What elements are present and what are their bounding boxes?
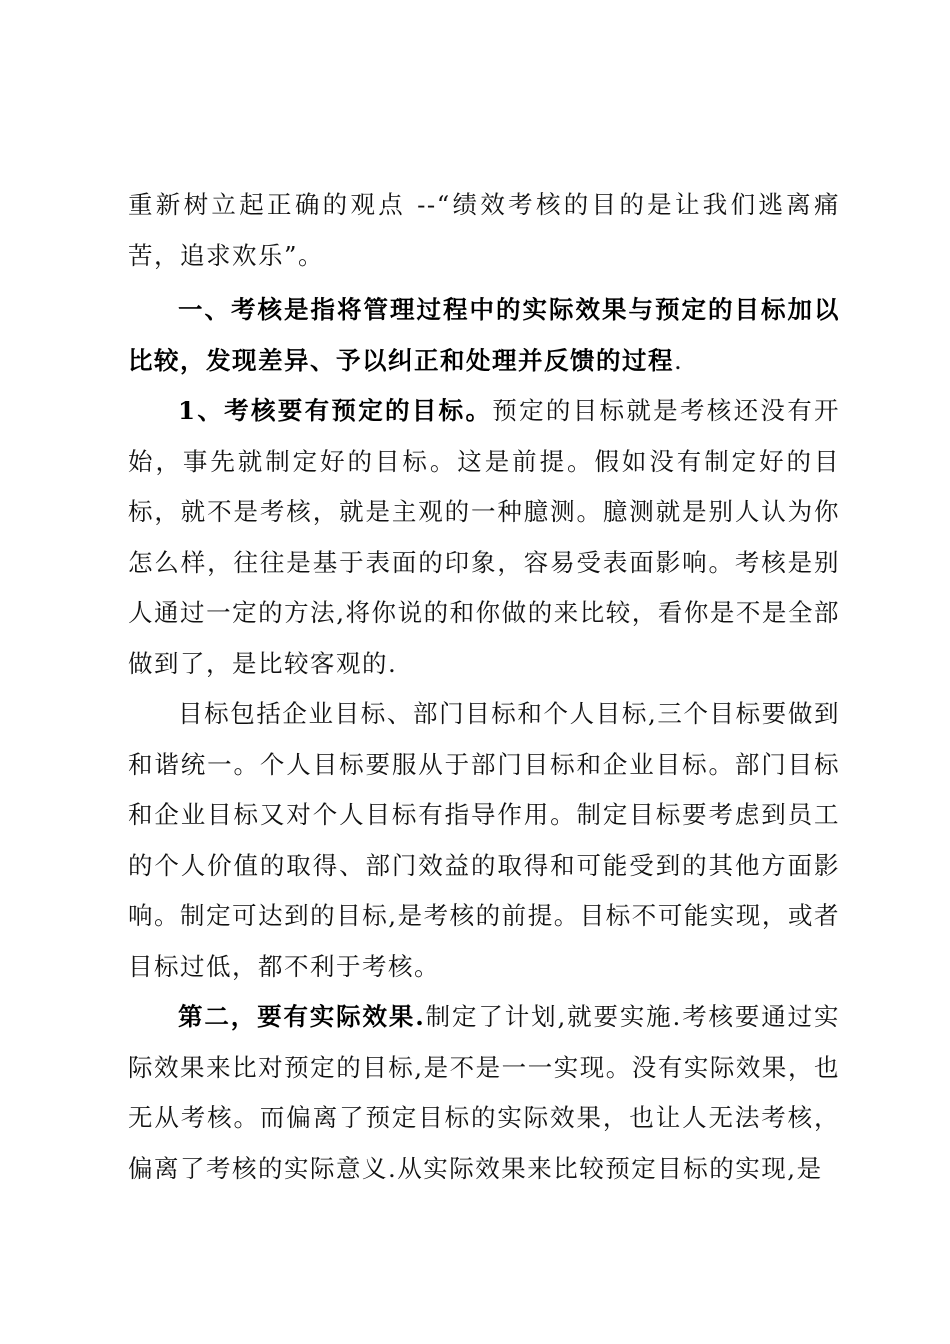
paragraph-text: 重新树立起正确的观点 --“绩效考核的目的是让我们逃离痛苦，追求欢乐”。 <box>128 190 840 270</box>
paragraph-text: . <box>674 345 684 375</box>
paragraph-actual-results <box>128 992 840 1194</box>
subheading-predefined-goals: 1、考核要有预定的目标。 <box>178 396 493 425</box>
document-body <box>128 180 840 1194</box>
subheading-actual-results: 第二，要有实际效果. <box>178 1002 426 1031</box>
paragraph-section-one-heading <box>128 285 840 386</box>
paragraph-predefined-goals <box>128 386 840 689</box>
paragraph-text: 预定的目标就是考核还没有开始，事先就制定好的目标。这是前提。假如没有制定好的目标，就不是考核，就是主观的一种臆测。臆测就是别人认为你怎么样，往往是基于表面的印象，容易受表面影响。考核是别人通过一定的方法,将你说的和你做的来比较，看你是不是全部做到了，是比较客观的. <box>128 396 841 678</box>
paragraph-goal-types <box>128 689 840 992</box>
paragraph-text: 目标包括企业目标、部门目标和个人目标,三个目标要做到和谐统一。个人目标要服从于部门目标和企业目标。部门目标和企业目标又对个人目标有指导作用。制定目标要考虑到员工的个人价值的取得、部门效益的取得和可能受到的其他方面影响。制定可达到的目标,是考核的前提。目标不可能实现，或者目标过低，都不利于考核。 <box>128 699 840 981</box>
paragraph-text: 制定了计划,就要实施.考核要通过实际效果来比对预定的目标,是不是一一实现。没有实际效果，也无从考核。而偏离了预定目标的实际效果，也让人无法考核，偏离了考核的实际意义.从实际效果来比较预定目标的实现,是 <box>128 1002 840 1183</box>
paragraph-intro-continuation <box>128 180 840 281</box>
section-heading: 一、考核是指将管理过程中的实际效果与预定的目标加以比较，发现差异、予以纠正和处理并反馈的过程 <box>128 295 840 375</box>
